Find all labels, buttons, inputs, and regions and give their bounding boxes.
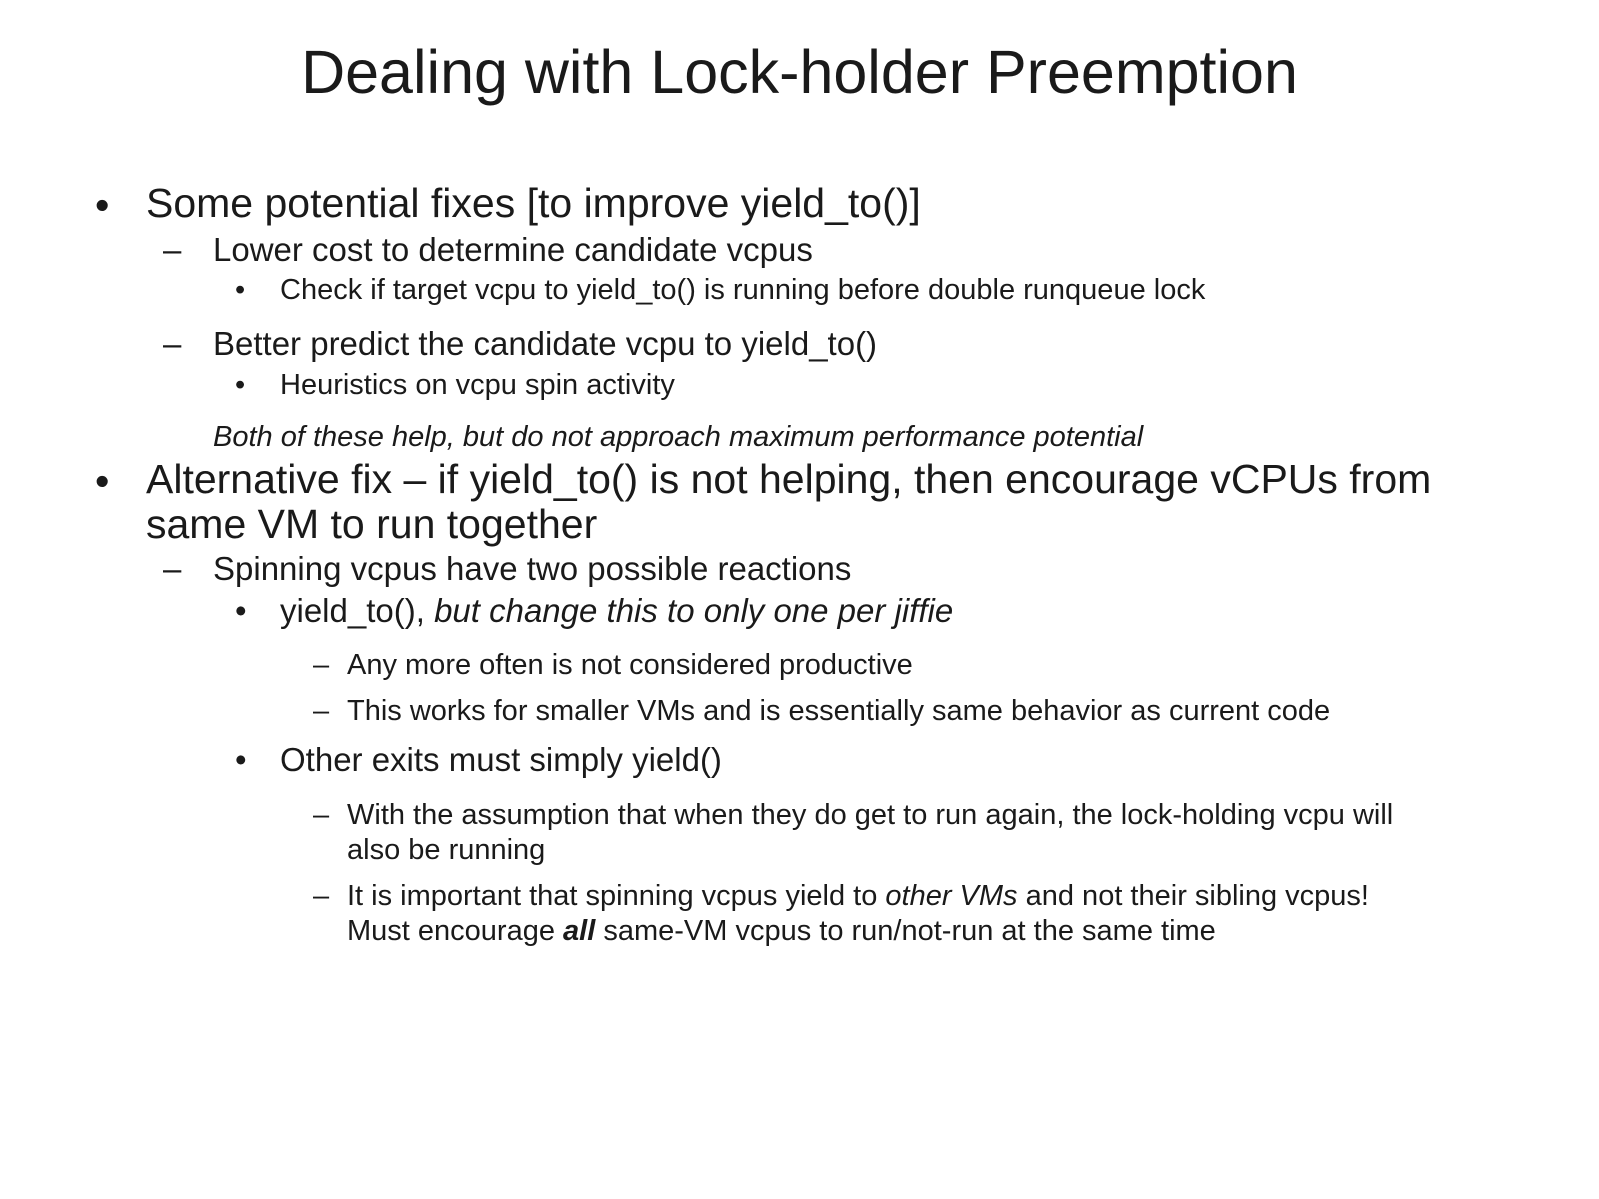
subsubbullet-text: Other exits must simply yield(): [280, 741, 722, 778]
level4-text: Any more often is not considered productive: [347, 649, 913, 681]
bullet-text: Some potential fixes [to improve yield_to()]: [146, 180, 921, 226]
level4-text-line-2: [347, 913, 1216, 949]
subbullet-text: Better predict the candidate vcpu to yield_to(): [213, 325, 878, 362]
bullet-text-line-1: Alternative fix – if yield_to() is not helping, then encourage vCPUs from: [146, 456, 1432, 502]
text-run: Must encourage: [347, 915, 564, 947]
bullet-marker: •: [95, 458, 110, 504]
subbullet-text: Spinning vcpus have two possible reactions: [213, 550, 852, 587]
subsubbullet-italic: but change this to only one per jiffie: [434, 592, 954, 629]
dash-marker: –: [163, 550, 182, 587]
dash-marker: –: [163, 231, 182, 268]
subsubbullet-text: Check if target vcpu to yield_to() is running before double runqueue lock: [280, 274, 1206, 306]
text-run: It is important that spinning vcpus yield to: [347, 880, 886, 912]
bullet-text-line-2: same VM to run together: [146, 501, 598, 547]
note-text: Both of these help, but do not approach maximum performance potential: [213, 421, 1144, 453]
level4-text-line-2: also be running: [347, 834, 546, 866]
bullet-marker: •: [235, 369, 246, 401]
emphasis-all: all: [563, 915, 596, 947]
bullet-marker: •: [235, 592, 247, 629]
bullet-marker: •: [235, 274, 246, 306]
level4-text: This works for smaller VMs and is essentially same behavior as current code: [347, 695, 1331, 727]
slide-title: Dealing with Lock-holder Preemption: [301, 38, 1298, 106]
text-run: same-VM vcpus to run/not-run at the same time: [595, 915, 1216, 947]
level4-text-line-1: With the assumption that when they do get to run again, the lock-holding vcpu will: [347, 799, 1394, 831]
dash-marker: –: [313, 649, 330, 681]
dash-marker: –: [313, 799, 330, 831]
subbullet-text: Lower cost to determine candidate vcpus: [213, 231, 813, 268]
text-run: and not their sibling vcpus!: [1017, 880, 1369, 912]
subsubbullet-plain: yield_to(),: [280, 592, 435, 629]
emphasis-other-vms: other VMs: [885, 880, 1018, 912]
dash-marker: –: [163, 325, 182, 362]
bullet-marker: •: [235, 741, 247, 778]
dash-marker: –: [313, 880, 330, 912]
dash-marker: –: [313, 695, 330, 727]
bullet-marker: •: [95, 182, 110, 228]
subsubbullet-text: Heuristics on vcpu spin activity: [280, 369, 675, 401]
level4-text-line-1: [347, 878, 1369, 914]
subsubbullet-text: [280, 591, 953, 631]
